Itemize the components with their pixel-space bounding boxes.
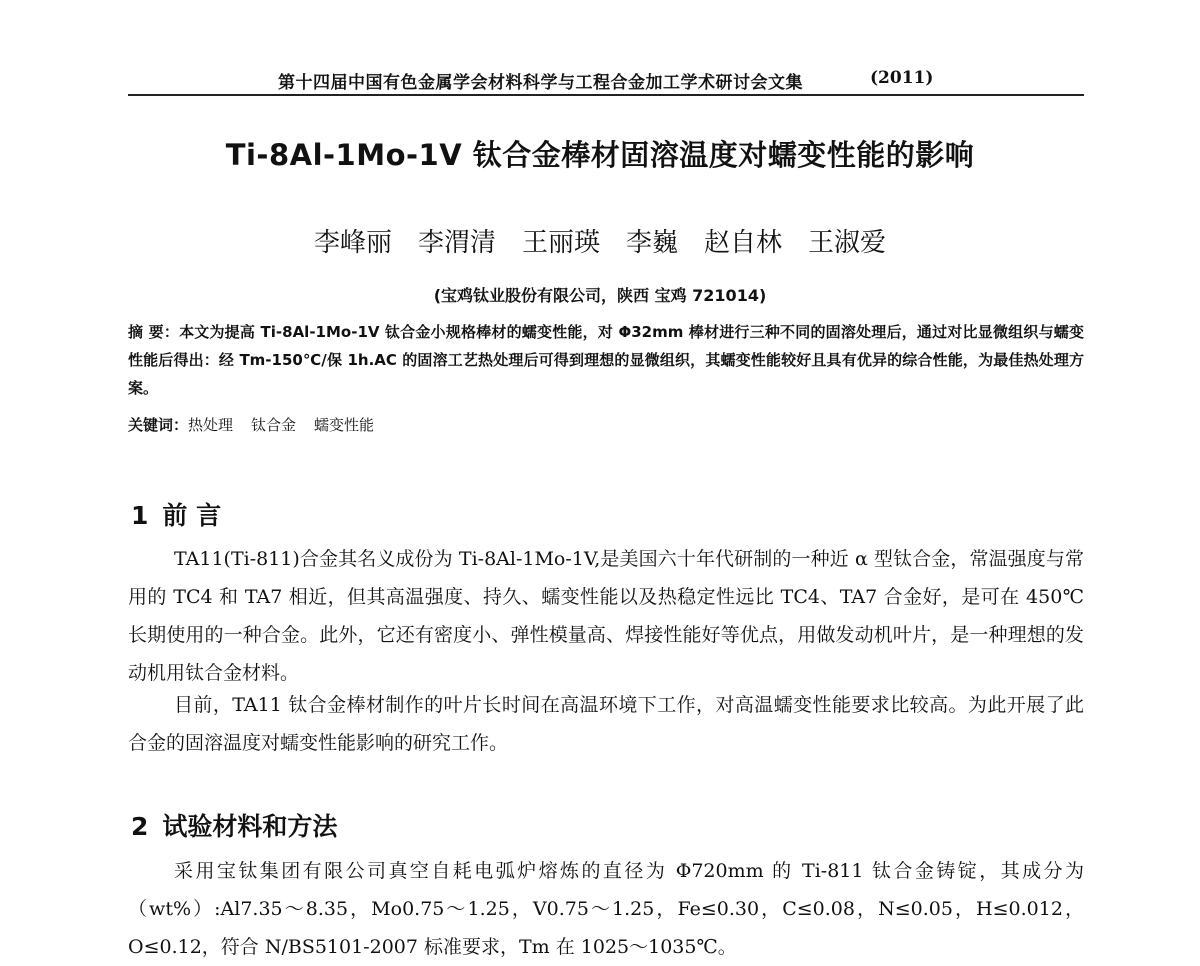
author-list	[0, 222, 1200, 259]
section-title: 试验材料和方法	[162, 812, 338, 841]
abstract-text: 本文为提高 Ti-8Al-1Mo-1V 钛合金小规格棒材的蠕变性能，对 Φ32mm 棒材进行三种不同的固溶处理后，通过对比显微组织与蠕变性能后得出：经 Tm-150℃/保 1h.AC 的固溶工艺热处理后可得到理想的显微组织，其蠕变性能较好且具有优异的综合性能，为最佳热处理方案。	[128, 323, 1084, 397]
keywords-label: 关键词：	[128, 416, 189, 434]
affiliation: (宝鸡钛业股份有限公司，陕西 宝鸡 721014)	[433, 286, 767, 305]
section-heading	[131, 807, 337, 843]
keyword: 蠕变性能	[314, 416, 375, 434]
conference-year: (2011)	[870, 68, 934, 88]
paper-title: Ti-8Al-1Mo-1V 钛合金棒材固溶温度对蠕变性能的影响	[225, 138, 975, 172]
paragraph: 采用宝钛集团有限公司真空自耗电弧炉熔炼的直径为 Φ720mm 的 Ti-811 钛合金铸锭，其成分为（wt%）:Al7.35～8.35，Mo0.75～1.25，V0.75～1.25，Fe≤0.30，C≤0.08，N≤0.05，H≤0.012，O≤0.12，符合 N/BS5101-2007 标准要求，Tm 在 1025～1035℃。	[128, 860, 1084, 958]
keyword: 热处理	[188, 416, 234, 434]
keyword: 钛合金	[251, 416, 297, 434]
author: 李峰丽	[313, 228, 392, 258]
abstract-label: 摘 要：	[128, 323, 180, 341]
section-number: 1	[131, 501, 149, 530]
section-title: 前 言	[162, 501, 222, 530]
author: 王丽瑛	[521, 228, 600, 258]
section-heading	[131, 496, 221, 532]
author: 赵自林	[704, 228, 783, 258]
author: 李渭清	[417, 228, 496, 258]
author: 李巍	[626, 228, 679, 258]
section-number: 2	[131, 812, 149, 841]
running-header	[128, 64, 1084, 96]
conference-title: 第十四届中国有色金属学会材料科学与工程合金加工学术研讨会文集	[278, 73, 803, 93]
paragraph: TA11(Ti-811)合金其名义成份为 Ti-8Al-1Mo-1V,是美国六十年代研制的一种近 α 型钛合金，常温强度与常用的 TC4 和 TA7 相近，但其高温强度、持久、蠕变性能以及热稳定性远比 TC4、TA7 合金好，是可在 450℃长期使用的一种合金。此外，它还有密度小、弹性模量高、焊接性能好等优点，用做发动机叶片，是一种理想的发动机用钛合金材料。	[128, 548, 1084, 684]
keywords	[128, 414, 1084, 435]
author: 王淑爱	[808, 228, 887, 258]
paragraph: 目前，TA11 钛合金棒材制作的叶片长时间在高温环境下工作，对高温蠕变性能要求比较高。为此开展了此合金的固溶温度对蠕变性能影响的研究工作。	[128, 694, 1084, 754]
abstract	[128, 318, 1084, 402]
